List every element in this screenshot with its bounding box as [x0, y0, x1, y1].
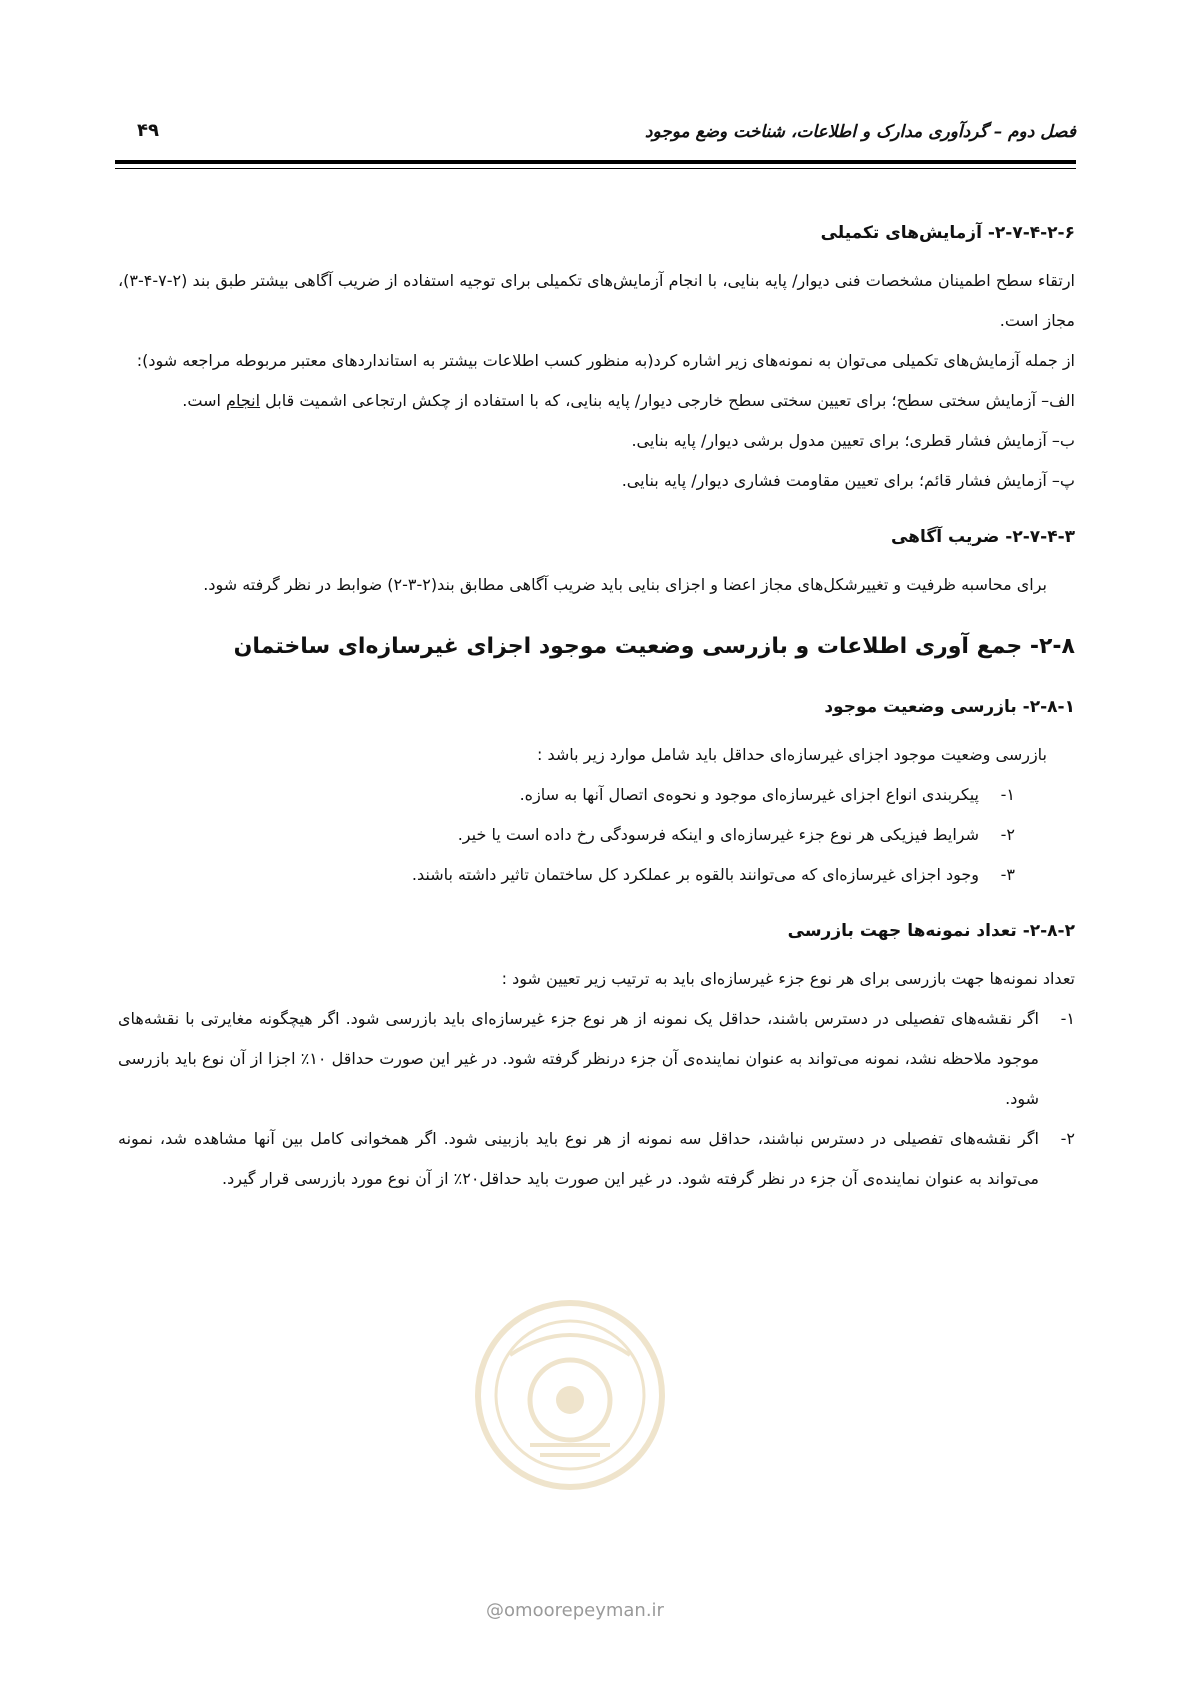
underlined-word: انجام	[226, 391, 261, 410]
list-item-text: شرایط فیزیکی هر نوع جزء غیرسازه‌ای و اینکه فرسودگی رخ داده است یا خیر.	[457, 825, 979, 844]
paragraph: ارتقاء سطح اطمینان مشخصات فنی دیوار/ پایه بنایی، با انجام آزمایش‌های تکمیلی برای توجیه استفاده از ضریب آگاهی بیشتر طبق بند (۲-۷-۴-۳)، مجاز است.	[118, 271, 1075, 330]
list-item-c: پ– آزمایش فشار قائم؛ برای تعیین مقاومت فشاری دیوار/ پایه بنایی.	[621, 471, 1075, 490]
list-number: ۱-	[1000, 785, 1015, 804]
inspection-list	[118, 775, 1075, 895]
section-heading-sample-count: ۲-۸-۲- تعداد نمونه‌ها جهت بازرسی	[787, 921, 1075, 941]
list-item-text: اگر نقشه‌های تفصیلی در دسترس باشند، حداقل یک نمونه از هر نوع جزء غیرسازه‌ای باید بازرسی شود. اگر هیچگونه مغایرتی با نقشه‌های موجود ملاحظه نشد، نمونه می‌تواند به عنوان نماینده‌ی آن جزء درنظر گرفته شود. در غیر این صورت حداقل ۱۰٪ اجزا از آن نوع باید بازرسی شود.	[118, 1009, 1039, 1108]
list-item	[118, 775, 1015, 815]
section-heading-nonstructural: ۲-۸- جمع آوری اطلاعات و بازرسی وضعیت موجود اجزای غیرسازه‌ای ساختمان	[233, 634, 1075, 659]
paragraph: برای محاسبه ظرفیت و تغییرشکل‌های مجاز اعضا و اجزای بنایی باید ضریب آگاهی مطابق بند(۲-۳-۲) ضوابط در نظر گرفته شود.	[203, 575, 1047, 594]
running-header	[115, 118, 1076, 154]
page-number: ۴۹	[137, 120, 159, 141]
list-item-a-end: است.	[182, 391, 221, 410]
list-number: ۲-	[1060, 1129, 1075, 1148]
section-heading-complementary-tests: ۲-۷-۴-۲-۶- آزمایش‌های تکمیلی	[820, 223, 1075, 243]
body-text	[118, 205, 1075, 1199]
list-number: ۳-	[1000, 865, 1015, 884]
list-item-text: اگر نقشه‌های تفصیلی در دسترس نباشند، حداقل سه نمونه از هر نوع باید بازبینی شود. اگر همخوانی کامل بین آنها مشاهده شد، نمونه می‌تواند به عنوان نماینده‌ی آن جزء در نظر گرفته شود. در غیر این صورت باید حداقل۲۰٪ از آن نوع مورد بازرسی قرار گیرد.	[118, 1129, 1039, 1188]
list-item-a-text: الف– آزمایش سختی سطح؛ برای تعیین سختی سطح خارجی دیوار/ پایه بنایی، که با استفاده از چکش ارتجاعی اشمیت قابل	[265, 391, 1075, 410]
list-item	[118, 999, 1075, 1119]
list-number: ۲-	[1000, 825, 1015, 844]
list-item-b: ب– آزمایش فشار قطری؛ برای تعیین مدول برشی دیوار/ پایه بنایی.	[631, 431, 1075, 450]
list-item	[118, 815, 1015, 855]
paragraph: تعداد نمونه‌ها جهت بازرسی برای هر نوع جزء غیرسازه‌ای باید به ترتیب زیر تعیین شود :	[501, 969, 1075, 988]
list-item-text: پیکربندی انواع اجزای غیرسازه‌ای موجود و نحوه‌ی اتصال آنها به سازه.	[519, 785, 979, 804]
list-item	[118, 1119, 1075, 1199]
list-item-text: وجود اجزای غیرسازه‌ای که می‌توانند بالقوه بر عملکرد کل ساختمان تاثیر داشته باشند.	[411, 865, 979, 884]
paragraph: بازرسی وضعیت موجود اجزای غیرسازه‌ای حداقل باید شامل موارد زیر باشد :	[537, 745, 1047, 764]
section-heading-knowledge-factor: ۲-۷-۴-۳- ضریب آگاهی	[890, 527, 1075, 547]
header-rule-thick	[115, 160, 1076, 164]
stamp-watermark-icon	[470, 1295, 670, 1495]
list-item	[118, 855, 1015, 895]
list-item-a	[118, 381, 1075, 421]
header-rule-thin	[115, 168, 1076, 169]
website-watermark: @omoorepeyman.ir	[486, 1600, 664, 1621]
paragraph: از جمله آزمایش‌های تکمیلی می‌توان به نمونه‌های زیر اشاره کرد(به منظور کسب اطلاعات بیشتر به استانداردهای معتبر مربوطه مراجعه شود):	[136, 351, 1075, 370]
section-heading-inspection: ۲-۸-۱- بازرسی وضعیت موجود	[824, 697, 1075, 717]
sample-list	[118, 999, 1075, 1199]
list-number: ۱-	[1060, 1009, 1075, 1028]
chapter-title: فصل دوم – گردآوری مدارک و اطلاعات، شناخت وضع موجود	[644, 122, 1076, 142]
